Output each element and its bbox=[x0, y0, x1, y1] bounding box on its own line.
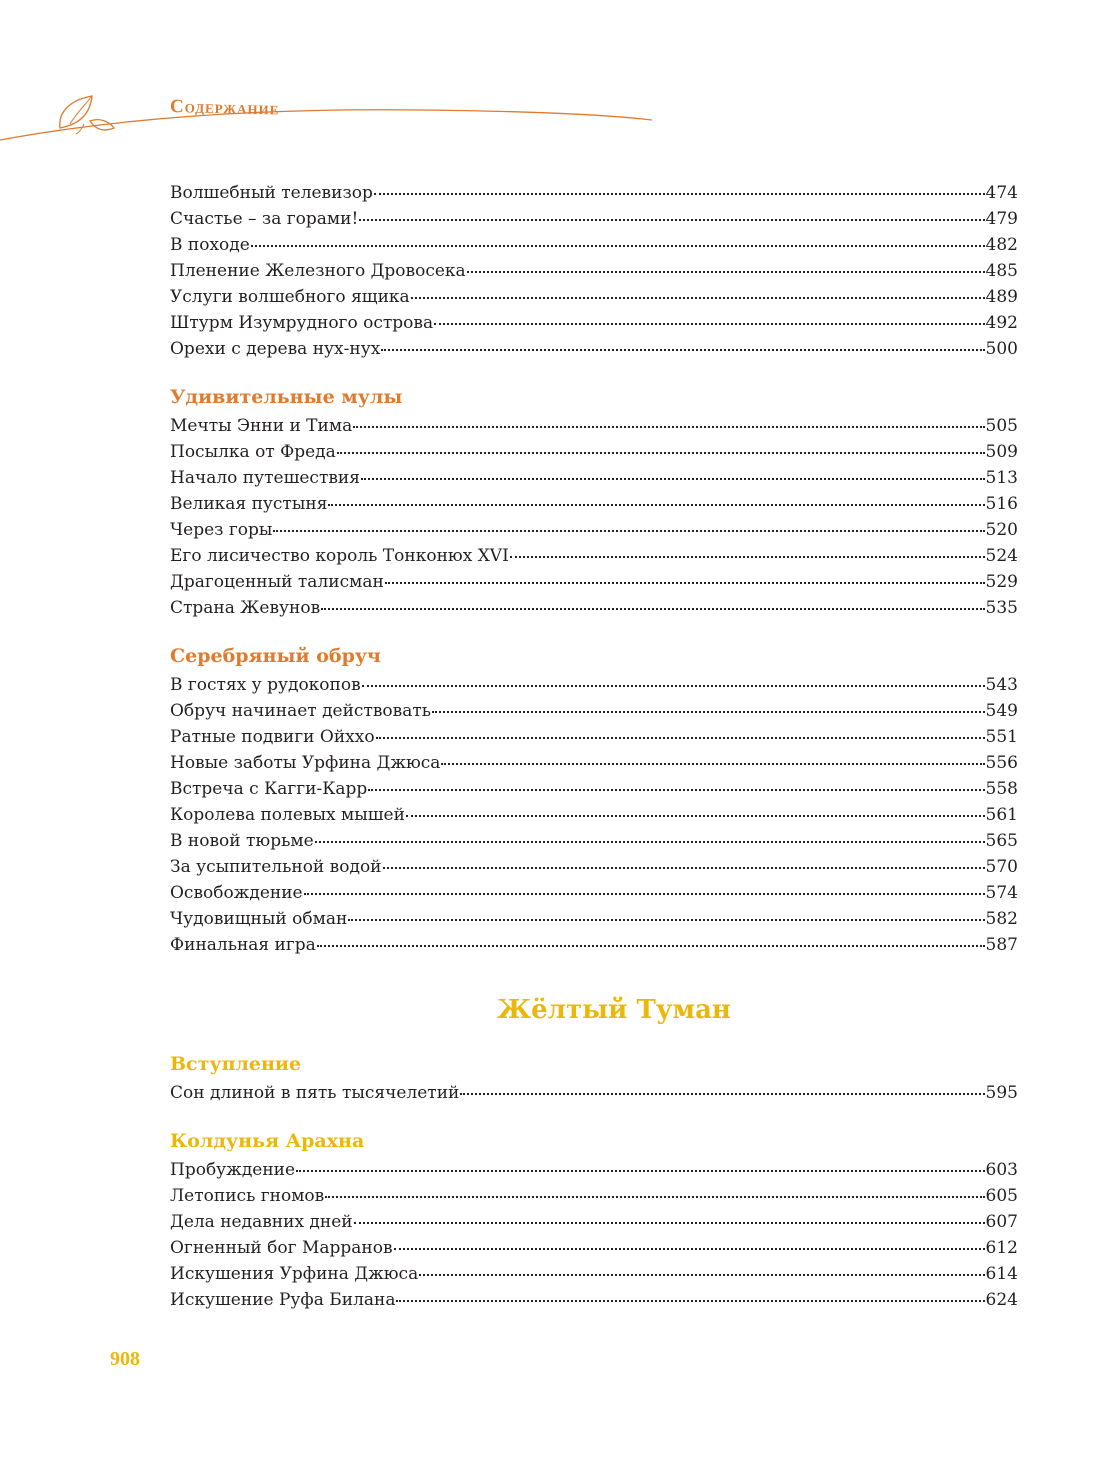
toc-entry bbox=[170, 802, 1018, 828]
dot-leader bbox=[368, 789, 984, 791]
entry-page-number: 558 bbox=[985, 779, 1018, 799]
toc-section bbox=[170, 1050, 1018, 1106]
dot-leader bbox=[361, 478, 985, 480]
entry-title: В новой тюрьме bbox=[170, 831, 314, 851]
entry-page-number: 614 bbox=[985, 1264, 1018, 1284]
entry-title: Обруч начинает действовать bbox=[170, 701, 432, 721]
entry-page-number: 520 bbox=[985, 520, 1018, 540]
entry-title: В гостях у рудокопов bbox=[170, 675, 361, 695]
entry-title: Встреча с Кагги-Карр bbox=[170, 779, 368, 799]
dot-leader bbox=[510, 556, 985, 558]
dot-leader bbox=[321, 608, 984, 610]
dot-leader bbox=[441, 763, 984, 765]
toc-entry bbox=[170, 465, 1018, 491]
entry-title: Освобождение bbox=[170, 883, 303, 903]
dot-leader bbox=[376, 737, 985, 739]
toc-entry bbox=[170, 1080, 1018, 1106]
dot-leader bbox=[467, 271, 985, 273]
toc-entry bbox=[170, 310, 1018, 336]
toc-entry bbox=[170, 336, 1018, 362]
dot-leader bbox=[385, 582, 985, 584]
dot-leader bbox=[394, 1248, 985, 1250]
entry-page-number: 529 bbox=[985, 572, 1018, 592]
page-number: 908 bbox=[110, 1348, 140, 1370]
entry-title: Искушение Руфа Билана bbox=[170, 1290, 396, 1310]
toc-entry bbox=[170, 932, 1018, 958]
toc-entry bbox=[170, 206, 1018, 232]
toc-entry bbox=[170, 698, 1018, 724]
entry-page-number: 582 bbox=[985, 909, 1018, 929]
entry-title: Пробуждение bbox=[170, 1160, 296, 1180]
running-head: Содержание bbox=[169, 96, 280, 120]
toc-entry bbox=[170, 724, 1018, 750]
dot-leader bbox=[328, 504, 984, 506]
dot-leader bbox=[325, 1196, 984, 1198]
dot-leader bbox=[273, 530, 984, 532]
entry-title: Чудовищный обман bbox=[170, 909, 348, 929]
toc-section bbox=[170, 383, 1018, 621]
entry-title: Пленение Железного Дровосека bbox=[170, 261, 466, 281]
toc-entry bbox=[170, 1287, 1018, 1313]
entry-page-number: 489 bbox=[985, 287, 1018, 307]
entry-page-number: 603 bbox=[985, 1160, 1018, 1180]
toc-entry bbox=[170, 906, 1018, 932]
dot-leader bbox=[304, 893, 985, 895]
dot-leader bbox=[434, 323, 984, 325]
entry-page-number: 587 bbox=[985, 935, 1018, 955]
entry-title: Начало путешествия bbox=[170, 468, 360, 488]
entry-page-number: 595 bbox=[985, 1083, 1018, 1103]
entry-title: Новые заботы Урфина Джюса bbox=[170, 753, 441, 773]
entry-title: Посылка от Фреда bbox=[170, 442, 336, 462]
entry-title: За усыпительной водой bbox=[170, 857, 382, 877]
dot-leader bbox=[353, 426, 984, 428]
dot-leader bbox=[315, 841, 985, 843]
entry-title: Мечты Энни и Тима bbox=[170, 416, 353, 436]
table-of-contents bbox=[170, 180, 1018, 1334]
dot-leader bbox=[419, 1274, 984, 1276]
toc-entry bbox=[170, 854, 1018, 880]
toc-section bbox=[170, 642, 1018, 958]
section-title: Удивительные мулы bbox=[170, 386, 403, 408]
entry-title: Его лисичество король Тонконюх XVI bbox=[170, 546, 509, 566]
dot-leader bbox=[383, 867, 985, 869]
toc-entry bbox=[170, 543, 1018, 569]
entry-title: Огненный бог Марранов bbox=[170, 1238, 393, 1258]
toc-entry bbox=[170, 413, 1018, 439]
entry-page-number: 535 bbox=[985, 598, 1018, 618]
toc-section bbox=[170, 180, 1018, 362]
toc-section bbox=[170, 1127, 1018, 1313]
toc-entry bbox=[170, 828, 1018, 854]
dot-leader bbox=[359, 219, 984, 221]
toc-entry bbox=[170, 880, 1018, 906]
entry-title: Драгоценный талисман bbox=[170, 572, 384, 592]
entry-title: Королева полевых мышей bbox=[170, 805, 405, 825]
entry-page-number: 549 bbox=[985, 701, 1018, 721]
entry-page-number: 485 bbox=[985, 261, 1018, 281]
entry-page-number: 570 bbox=[985, 857, 1018, 877]
entry-page-number: 500 bbox=[985, 339, 1018, 359]
entry-title: Финальная игра bbox=[170, 935, 316, 955]
entry-title: Счастье – за горами! bbox=[170, 209, 359, 229]
section-title: Колдунья Арахна bbox=[170, 1130, 365, 1152]
entry-page-number: 605 bbox=[985, 1186, 1018, 1206]
entry-title: Сон длиной в пять тысячелетий bbox=[170, 1083, 460, 1103]
dot-leader bbox=[362, 685, 985, 687]
dot-leader bbox=[396, 1300, 984, 1302]
toc-entry bbox=[170, 232, 1018, 258]
toc-entry bbox=[170, 258, 1018, 284]
entry-page-number: 624 bbox=[985, 1290, 1018, 1310]
entry-page-number: 574 bbox=[985, 883, 1018, 903]
dot-leader bbox=[406, 815, 985, 817]
entry-title: Штурм Изумрудного острова bbox=[170, 313, 434, 333]
entry-page-number: 505 bbox=[985, 416, 1018, 436]
entry-title: В походе bbox=[170, 235, 250, 255]
toc-entry bbox=[170, 595, 1018, 621]
toc-entry bbox=[170, 1235, 1018, 1261]
leaf-icon bbox=[60, 96, 92, 128]
dot-leader bbox=[317, 945, 985, 947]
entry-page-number: 516 bbox=[985, 494, 1018, 514]
toc-entry bbox=[170, 491, 1018, 517]
entry-title: Страна Жевунов bbox=[170, 598, 321, 618]
toc-entry bbox=[170, 1157, 1018, 1183]
entry-page-number: 561 bbox=[985, 805, 1018, 825]
entry-title: Великая пустыня bbox=[170, 494, 328, 514]
entry-page-number: 479 bbox=[985, 209, 1018, 229]
entry-title: Искушения Урфина Джюса bbox=[170, 1264, 419, 1284]
dot-leader bbox=[296, 1170, 984, 1172]
entry-title: Дела недавних дней bbox=[170, 1212, 353, 1232]
entry-page-number: 513 bbox=[985, 468, 1018, 488]
toc-entry bbox=[170, 672, 1018, 698]
entry-page-number: 509 bbox=[985, 442, 1018, 462]
toc-entry bbox=[170, 750, 1018, 776]
dot-leader bbox=[411, 297, 985, 299]
toc-entry bbox=[170, 439, 1018, 465]
dot-leader bbox=[460, 1093, 984, 1095]
toc-entry bbox=[170, 569, 1018, 595]
toc-entry bbox=[170, 1209, 1018, 1235]
section-title: Серебряный обруч bbox=[170, 645, 381, 667]
toc-entry bbox=[170, 1261, 1018, 1287]
entry-title: Волшебный телевизор bbox=[170, 183, 373, 203]
entry-page-number: 551 bbox=[985, 727, 1018, 747]
dot-leader bbox=[337, 452, 985, 454]
entry-page-number: 543 bbox=[985, 675, 1018, 695]
entry-page-number: 474 bbox=[985, 183, 1018, 203]
entry-page-number: 612 bbox=[985, 1238, 1018, 1258]
entry-page-number: 565 bbox=[985, 831, 1018, 851]
dot-leader bbox=[381, 349, 984, 351]
book-title: Жёлтый Туман bbox=[497, 995, 731, 1025]
entry-title: Летопись гномов bbox=[170, 1186, 325, 1206]
vine-ornament-icon bbox=[0, 88, 660, 148]
toc-entry bbox=[170, 776, 1018, 802]
entry-title: Ратные подвиги Ойххо bbox=[170, 727, 375, 747]
entry-page-number: 482 bbox=[985, 235, 1018, 255]
dot-leader bbox=[348, 919, 984, 921]
entry-page-number: 492 bbox=[985, 313, 1018, 333]
entry-title: Через горы bbox=[170, 520, 273, 540]
entry-page-number: 556 bbox=[985, 753, 1018, 773]
dot-leader bbox=[251, 245, 985, 247]
entry-page-number: 524 bbox=[985, 546, 1018, 566]
section-title: Вступление bbox=[170, 1053, 302, 1075]
dot-leader bbox=[354, 1222, 985, 1224]
entry-page-number: 607 bbox=[985, 1212, 1018, 1232]
entry-title: Орехи с дерева нух-нух bbox=[170, 339, 381, 359]
toc-entry bbox=[170, 180, 1018, 206]
toc-entry bbox=[170, 1183, 1018, 1209]
toc-entry bbox=[170, 517, 1018, 543]
entry-title: Услуги волшебного ящика bbox=[170, 287, 410, 307]
toc-entry bbox=[170, 284, 1018, 310]
dot-leader bbox=[432, 711, 985, 713]
dot-leader bbox=[374, 193, 985, 195]
